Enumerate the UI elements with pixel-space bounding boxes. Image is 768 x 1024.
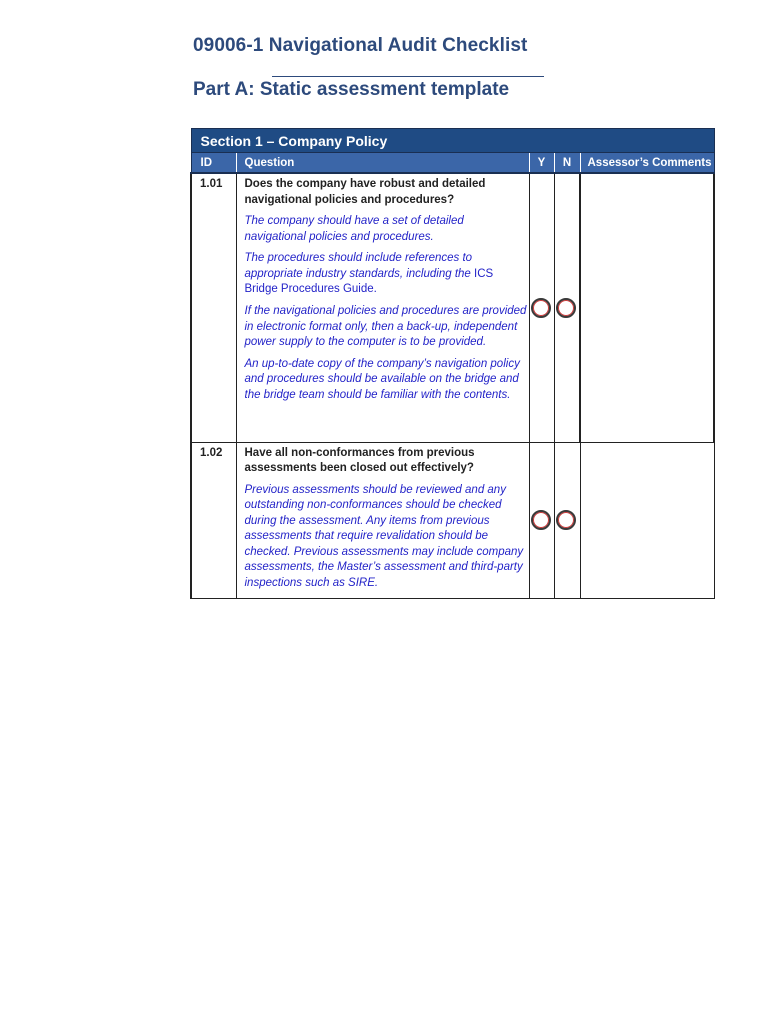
item-question: Have all non-conformances from previous assessments been closed out effectively? [244, 446, 475, 474]
checklist-table [190, 128, 715, 599]
column-header-no: N [554, 153, 580, 174]
column-header-yes: Y [529, 153, 554, 174]
item-guidance: An up-to-date copy of the company’s navigation policy and procedures should be available on the bridge and the bridge team should be familiar with the contents. [244, 357, 520, 401]
item-id: 1.02 [191, 442, 236, 598]
item-guidance: The company should have a set of detailed navigational policies and procedures. [244, 215, 464, 243]
title-divider [272, 76, 544, 77]
no-radio[interactable] [556, 510, 576, 530]
item-question-cell [236, 442, 529, 598]
table-row [191, 173, 714, 442]
column-header-id: ID [191, 153, 236, 174]
item-guidance-reference: ICS Bridge Procedures Guide. [244, 267, 494, 296]
column-header-question: Question [236, 153, 529, 174]
yes-radio[interactable] [531, 510, 551, 530]
yes-cell [529, 173, 554, 442]
item-guidance: If the navigational policies and procedures are provided in electronic format only, then a back-up, independent power supply to the computer is to be provided. [244, 304, 527, 349]
item-question: Does the company have robust and detailed navigational policies and procedures? [244, 178, 486, 206]
item-guidance [245, 251, 527, 298]
column-header-row [191, 153, 714, 174]
yes-cell [529, 442, 554, 598]
no-cell [554, 173, 580, 442]
no-radio[interactable] [556, 298, 576, 318]
section-header-row [191, 129, 714, 153]
item-id: 1.01 [191, 173, 236, 442]
item-question-cell [236, 173, 529, 442]
no-cell [554, 442, 580, 598]
item-guidance-text: The procedures should include references to appropriate industry standards, including the [244, 252, 473, 280]
column-header-comments: Assessor’s Comments [580, 153, 714, 174]
table-row [191, 442, 714, 598]
item-guidance: Previous assessments should be reviewed and any outstanding non-conformances should be checked during the assessment. Any items from previous assessments that require revalidation should be checked. Previous assessments may include company assessments, the Master’s assessment and third-party inspections such as SIRE. [244, 483, 524, 590]
document-title: 09006-1 Navigational Audit Checklist [193, 35, 528, 56]
section-title: Section 1 – Company Policy [191, 129, 714, 153]
part-title: Part A: Static assessment template [193, 79, 510, 100]
yes-radio[interactable] [531, 298, 551, 318]
assessor-comments-field[interactable] [580, 442, 714, 598]
assessor-comments-field[interactable] [580, 173, 714, 442]
